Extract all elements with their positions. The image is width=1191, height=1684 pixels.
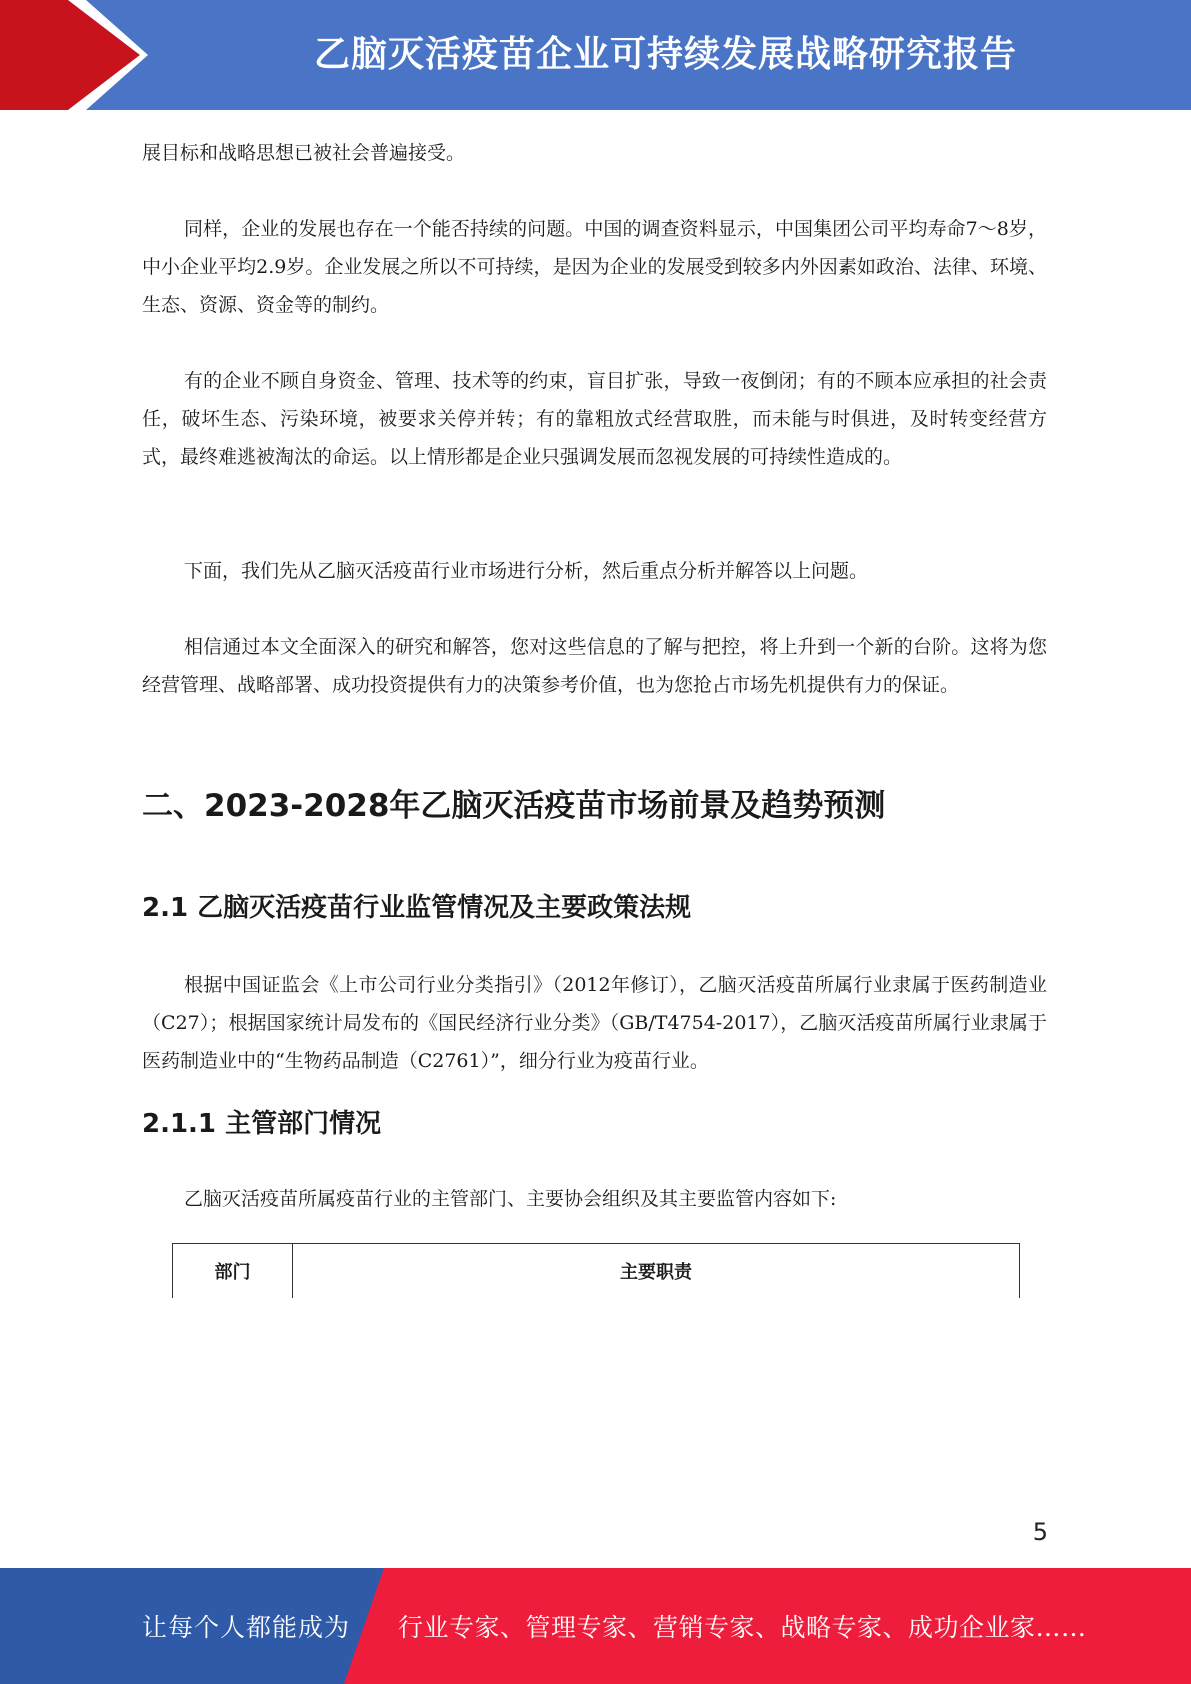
header-chevron-graphic — [0, 0, 160, 110]
section-heading-2: 二、2023-2028年乙脑灭活疫苗市场前景及趋势预测 — [142, 788, 886, 824]
page-header — [0, 0, 1191, 110]
footer-slogan-left: 让每个人都能成为 — [142, 1613, 351, 1642]
paragraph-constraints: 有的企业不顾自身资金、管理、技术等的约束，盲目扩张，导致一夜倒闭；有的不顾本应承担的社会责任，破坏生态、污染环境，被要求关停并转；有的靠粗放式经营取胜，而未能与时俱进，及时转变经营方式，最终难逃被淘汰的命运。以上情形都是企业只强调发展而忽视发展的可持续性造成的。 — [142, 370, 1047, 468]
document-title: 乙脑灭活疫苗企业可持续发展战略研究报告 — [313, 34, 1017, 75]
table-header-responsibilities: 主要职责 — [620, 1262, 692, 1283]
paragraph-table-intro: 乙脑灭活疫苗所属疫苗行业的主管部门、主要协会组织及其主要监管内容如下: — [184, 1188, 837, 1210]
paragraph-enterprise-lifespan: 同样，企业的发展也存在一个能否持续的问题。中国的调查资料显示，中国集团公司平均寿命7～8岁，中小企业平均2.9岁。企业发展之所以不可持续，是因为企业的发展受到较多内外因素如政治、法律、环境、生态、资源、资金等的制约。 — [142, 218, 1047, 316]
subsection-heading-2-1-1: 2.1.1 主管部门情况 — [142, 1109, 382, 1139]
table-header-row — [173, 1244, 1019, 1298]
paragraph-industry-classification: 根据中国证监会《上市公司行业分类指引》（2012年修订），乙脑灭活疫苗所属行业隶属于医药制造业（C27）；根据国家统计局发布的《国民经济行业分类》（GB/T4754-2017），乙脑灭活疫苗所属行业隶属于医药制造业中的“生物药品制造（C2761）”，细分行业为疫苗行业。 — [142, 974, 1047, 1072]
paragraph-value: 相信通过本文全面深入的研究和解答，您对这些信息的了解与把控，将上升到一个新的台阶。这将为您经营管理、战略部署、成功投资提供有力的决策参考价值，也为您抢占市场先机提供有力的保证。 — [142, 636, 1047, 696]
page-number: 5 — [1032, 1518, 1048, 1546]
footer-slogan-right: 行业专家、管理专家、营销专家、战略专家、成功企业家…… — [398, 1613, 1087, 1642]
table-header-department: 部门 — [173, 1244, 293, 1298]
regulatory-table — [172, 1243, 1020, 1298]
page-footer — [0, 1568, 1191, 1684]
paragraph-analysis-intro: 下面，我们先从乙脑灭活疫苗行业市场进行分析，然后重点分析并解答以上问题。 — [184, 560, 869, 582]
subsection-heading-2-1: 2.1 乙脑灭活疫苗行业监管情况及主要政策法规 — [142, 893, 692, 923]
paragraph-continuation: 展目标和战略思想已被社会普遍接受。 — [142, 142, 466, 164]
